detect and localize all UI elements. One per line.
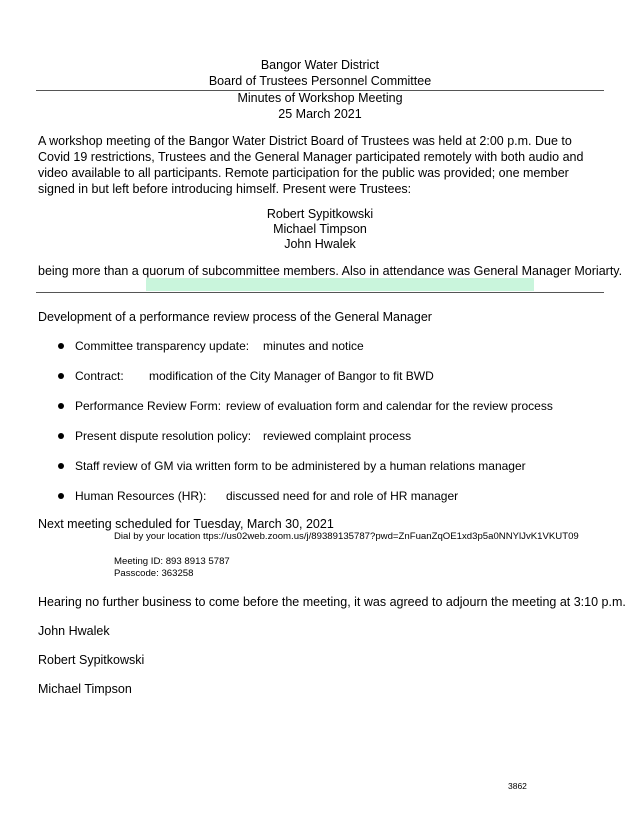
section-heading: Development of a performance review process of the General Manager [38,310,432,324]
agenda-item-label: Staff review of GM via written form to be administered by a human relations manager [75,459,526,473]
meeting-passcode: Passcode: 363258 [114,568,194,579]
agenda-item-label: Performance Review Form: [75,399,222,413]
bullet-icon [58,403,64,409]
agenda-item-detail: modification of the City Manager of Bangor to fit BWD [149,369,434,383]
bullet-icon [58,343,64,349]
text-highlight [146,278,534,291]
agenda-item-label: Committee transparency update: [75,339,250,353]
meeting-id: Meeting ID: 893 8913 5787 [114,556,230,567]
trustee-name: Michael Timpson [273,222,367,236]
zoom-dial-link[interactable]: Dial by your location ttps://us02web.zoom.us/j/89389135787?pwd=ZnFuanZqOE1xd3p5a0NNYlJvK1VKUT09 [114,531,579,542]
section-divider [36,292,604,293]
signature-name: John Hwalek [38,624,110,638]
agenda-item-label: Contract: [75,369,124,383]
organization-name: Bangor Water District [260,58,380,72]
committee-name: Board of Trustees Personnel Committee [208,74,432,88]
bullet-icon [58,373,64,379]
trustee-name: John Hwalek [284,237,356,251]
bullet-icon [58,493,64,499]
quorum-statement: being more than a quorum of subcommittee members. Also in attendance was General Manager Moriarty. [38,264,623,278]
meeting-date: 25 March 2021 [278,107,362,121]
trustee-name: Robert Sypitkowski [266,207,374,221]
agenda-item-detail: discussed need for and role of HR manager [226,489,459,503]
signature-name: Robert Sypitkowski [38,653,145,667]
agenda-item-detail: reviewed complaint process [263,429,412,443]
agenda-item-label: Present dispute resolution policy: [75,429,252,443]
signature-name: Michael Timpson [38,682,132,696]
page-number: 3862 [508,781,527,791]
agenda-item-detail: minutes and notice [263,339,364,353]
next-meeting-heading: Next meeting scheduled for Tuesday, March 30, 2021 [38,517,334,531]
adjournment-statement: Hearing no further business to come before the meeting, it was agreed to adjourn the meeting at 3:10 p.m. [38,595,626,609]
agenda-item-label: Human Resources (HR): [75,489,207,503]
bullet-icon [58,433,64,439]
document-title: Minutes of Workshop Meeting [237,91,403,105]
bullet-icon [58,463,64,469]
intro-paragraph: A workshop meeting of the Bangor Water District Board of Trustees was held at 2:00 p.m. Due to Covid 19 restrictions, Trustees and the General Manager participated remotely with both audio and video available to all participants. Remote participation for the public was provided; one member signed in but left before introducing himself. Present were Trustees: [38,134,584,196]
agenda-item-detail: review of evaluation form and calendar for the review process [226,399,553,413]
